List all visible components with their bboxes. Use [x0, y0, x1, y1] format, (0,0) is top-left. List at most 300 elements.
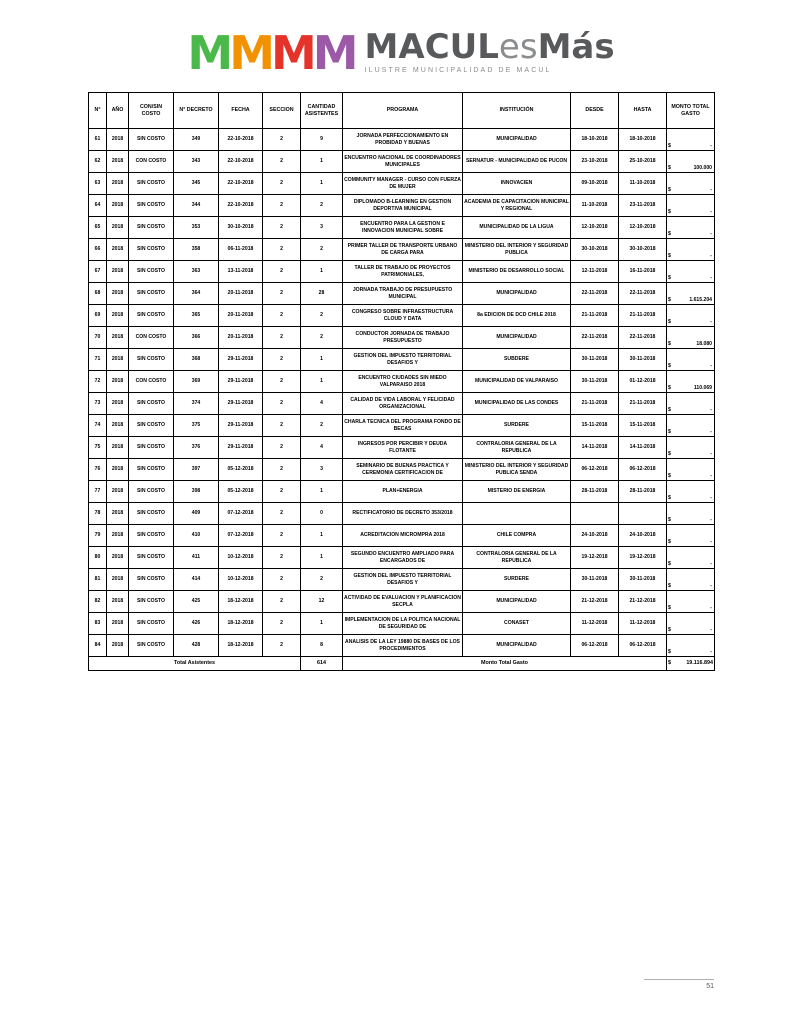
monto-amount: - [710, 560, 712, 567]
cell-anio: 2018 [107, 129, 129, 151]
decretos-table [88, 92, 715, 671]
totals-row [89, 657, 715, 671]
monto-currency-sign: $ [668, 384, 671, 391]
cell-cantidad: 1 [301, 481, 343, 503]
cell-numero: 82 [89, 591, 107, 613]
cell-monto [667, 305, 715, 327]
cell-anio: 2018 [107, 349, 129, 371]
cell-seccion: 2 [263, 195, 301, 217]
table-header [89, 93, 715, 129]
cell-numero: 61 [89, 129, 107, 151]
cell-decreto: 398 [174, 481, 219, 503]
col-header-cantidad: CANTIDAD ASISTENTES [301, 93, 343, 129]
cell-anio: 2018 [107, 173, 129, 195]
cell-fecha: 18-12-2018 [219, 635, 263, 657]
cell-monto [667, 261, 715, 283]
cell-numero: 65 [89, 217, 107, 239]
cell-numero: 77 [89, 481, 107, 503]
cell-decreto: 363 [174, 261, 219, 283]
cell-seccion: 2 [263, 547, 301, 569]
cell-hasta: 30-10-2018 [619, 239, 667, 261]
total-gasto-amount: 19.116.894 [686, 660, 713, 667]
cell-decreto: 374 [174, 393, 219, 415]
cell-fecha: 29-11-2018 [219, 393, 263, 415]
cell-institucion: MUNICIPALIDAD DE LA LIGUA [463, 217, 571, 239]
logo-word-macul: MACUL [364, 27, 499, 67]
cell-costo: SIN COSTO [129, 459, 174, 481]
cell-cantidad: 1 [301, 613, 343, 635]
logo-wordmark-line [364, 27, 615, 67]
cell-institucion: CONTRALORIA GENERAL DE LA REPUBLICA [463, 437, 571, 459]
cell-cantidad: 28 [301, 283, 343, 305]
cell-seccion: 2 [263, 569, 301, 591]
cell-cantidad: 1 [301, 151, 343, 173]
cell-institucion: 8a EDICION DE DCD CHILE 2018 [463, 305, 571, 327]
cell-seccion: 2 [263, 173, 301, 195]
cell-hasta: 06-12-2018 [619, 459, 667, 481]
cell-fecha: 05-12-2018 [219, 459, 263, 481]
cell-cantidad: 2 [301, 195, 343, 217]
monto-amount: - [710, 538, 712, 545]
cell-anio: 2018 [107, 327, 129, 349]
cell-fecha: 18-12-2018 [219, 591, 263, 613]
cell-programa: GESTION DEL IMPUESTO TERRITORIAL DESAFIOS Y [343, 349, 463, 371]
col-header-programa: PROGRAMA [343, 93, 463, 129]
table-row [89, 613, 715, 635]
monto-currency-sign: $ [668, 164, 671, 171]
cell-fecha: 10-12-2018 [219, 547, 263, 569]
col-header-seccion: SECCION [263, 93, 301, 129]
cell-costo: SIN COSTO [129, 173, 174, 195]
macul-logo [187, 26, 615, 80]
table-row [89, 415, 715, 437]
cell-anio: 2018 [107, 613, 129, 635]
cell-fecha: 10-12-2018 [219, 569, 263, 591]
monto-amount: - [710, 472, 712, 479]
cell-institucion: MUNICIPALIDAD DE LAS CONDES [463, 393, 571, 415]
cell-desde: 21-11-2018 [571, 305, 619, 327]
cell-cantidad: 2 [301, 327, 343, 349]
cell-seccion: 2 [263, 481, 301, 503]
cell-programa: ACREDITACION MICROMPRA 2018 [343, 525, 463, 547]
cell-desde: 09-10-2018 [571, 173, 619, 195]
cell-programa: ENCUENTRO PARA LA GESTION E INNOVACION MUNICIPAL SOBRE [343, 217, 463, 239]
cell-fecha: 05-12-2018 [219, 481, 263, 503]
cell-institucion: CHILE COMPRA [463, 525, 571, 547]
cell-desde: 14-11-2018 [571, 437, 619, 459]
cell-monto [667, 613, 715, 635]
cell-fecha: 29-11-2018 [219, 437, 263, 459]
cell-anio: 2018 [107, 635, 129, 657]
monto-currency-sign: $ [668, 516, 671, 523]
cell-decreto: 366 [174, 327, 219, 349]
cell-institucion: MUNICIPALIDAD [463, 129, 571, 151]
cell-anio: 2018 [107, 239, 129, 261]
col-header-numero: N° [89, 93, 107, 129]
cell-decreto: 343 [174, 151, 219, 173]
col-header-monto: MONTO TOTAL GASTO [667, 93, 715, 129]
cell-costo: SIN COSTO [129, 569, 174, 591]
cell-anio: 2018 [107, 415, 129, 437]
page-footer [0, 979, 802, 990]
cell-programa: TALLER DE TRABAJO DE PROYECTOS PATRIMONIALES, [343, 261, 463, 283]
cell-anio: 2018 [107, 437, 129, 459]
cell-programa: IMPLEMENTACION DE LA POLITICA NACIONAL DE SEGURIDAD DE [343, 613, 463, 635]
table-row [89, 437, 715, 459]
cell-costo: SIN COSTO [129, 437, 174, 459]
cell-fecha: 22-10-2018 [219, 195, 263, 217]
cell-numero: 81 [89, 569, 107, 591]
cell-desde: 28-11-2018 [571, 481, 619, 503]
cell-monto [667, 569, 715, 591]
table-row [89, 525, 715, 547]
cell-hasta: 11-12-2018 [619, 613, 667, 635]
monto-amount: 18.080 [696, 340, 712, 347]
cell-cantidad: 1 [301, 371, 343, 393]
monto-currency-sign: $ [668, 318, 671, 325]
table-row [89, 261, 715, 283]
col-header-anio: AÑO [107, 93, 129, 129]
cell-fecha: 20-11-2018 [219, 283, 263, 305]
cell-hasta: 25-10-2018 [619, 151, 667, 173]
cell-costo: SIN COSTO [129, 591, 174, 613]
cell-decreto: 344 [174, 195, 219, 217]
cell-costo: SIN COSTO [129, 503, 174, 525]
cell-cantidad: 2 [301, 415, 343, 437]
cell-seccion: 2 [263, 239, 301, 261]
cell-desde: 22-11-2018 [571, 283, 619, 305]
monto-currency-sign: $ [668, 230, 671, 237]
cell-seccion: 2 [263, 459, 301, 481]
cell-costo: CON COSTO [129, 327, 174, 349]
cell-numero: 80 [89, 547, 107, 569]
cell-programa: CONGRESO SOBRE INFRAESTRUCTURA CLOUD Y DATA [343, 305, 463, 327]
page-header [0, 0, 802, 92]
cell-programa: SEGUNDO ENCUENTRO AMPLIADO PARA ENCARGADOS DE [343, 547, 463, 569]
cell-numero: 64 [89, 195, 107, 217]
cell-costo: SIN COSTO [129, 261, 174, 283]
monto-currency-sign: $ [668, 494, 671, 501]
cell-monto [667, 481, 715, 503]
cell-numero: 75 [89, 437, 107, 459]
cell-costo: SIN COSTO [129, 547, 174, 569]
table-body [89, 129, 715, 657]
cell-hasta: 14-11-2018 [619, 437, 667, 459]
cell-seccion: 2 [263, 635, 301, 657]
monto-amount: 110.069 [693, 384, 712, 391]
cell-desde: 06-12-2018 [571, 459, 619, 481]
cell-institucion: INNOVACIEN [463, 173, 571, 195]
cell-institucion: CONTRALORIA GENERAL DE LA REPUBLICA [463, 547, 571, 569]
cell-monto [667, 635, 715, 657]
cell-monto [667, 371, 715, 393]
cell-desde: 30-11-2018 [571, 371, 619, 393]
cell-hasta: 21-11-2018 [619, 305, 667, 327]
cell-hasta: 21-12-2018 [619, 591, 667, 613]
monto-currency-sign: $ [668, 406, 671, 413]
cell-costo: CON COSTO [129, 151, 174, 173]
cell-seccion: 2 [263, 261, 301, 283]
cell-seccion: 2 [263, 503, 301, 525]
cell-hasta: 06-12-2018 [619, 635, 667, 657]
cell-institucion: MUNICIPALIDAD [463, 591, 571, 613]
cell-anio: 2018 [107, 283, 129, 305]
col-header-decreto: N° DECRETO [174, 93, 219, 129]
cell-desde: 30-11-2018 [571, 569, 619, 591]
cell-anio: 2018 [107, 195, 129, 217]
cell-institucion: MUNICIPALIDAD [463, 283, 571, 305]
table-row [89, 305, 715, 327]
cell-desde: 23-10-2018 [571, 151, 619, 173]
cell-desde: 30-10-2018 [571, 239, 619, 261]
cell-seccion: 2 [263, 217, 301, 239]
table-footer [89, 657, 715, 671]
logo-letter-marks [187, 26, 355, 80]
cell-fecha: 22-10-2018 [219, 173, 263, 195]
cell-institucion: ACADEMIA DE CAPACITACION MUNICIPAL Y REGIONAL [463, 195, 571, 217]
cell-anio: 2018 [107, 261, 129, 283]
cell-institucion [463, 503, 571, 525]
cell-numero: 67 [89, 261, 107, 283]
cell-monto [667, 239, 715, 261]
monto-amount: - [710, 230, 712, 237]
cell-fecha: 29-11-2018 [219, 415, 263, 437]
cell-hasta: 24-10-2018 [619, 525, 667, 547]
cell-cantidad: 2 [301, 305, 343, 327]
cell-fecha: 30-10-2018 [219, 217, 263, 239]
col-header-desde: DESDE [571, 93, 619, 129]
cell-monto [667, 459, 715, 481]
cell-institucion: MUNICIPALIDAD [463, 327, 571, 349]
cell-hasta: 18-10-2018 [619, 129, 667, 151]
cell-seccion: 2 [263, 437, 301, 459]
cell-costo: SIN COSTO [129, 613, 174, 635]
table-row [89, 481, 715, 503]
cell-anio: 2018 [107, 503, 129, 525]
cell-desde: 30-11-2018 [571, 349, 619, 371]
cell-cantidad: 2 [301, 569, 343, 591]
cell-anio: 2018 [107, 151, 129, 173]
cell-institucion: MUNICIPALIDAD [463, 635, 571, 657]
col-header-costo: CON/SIN COSTO [129, 93, 174, 129]
monto-currency-sign: $ [668, 538, 671, 545]
cell-fecha: 22-10-2018 [219, 129, 263, 151]
cell-desde: 12-11-2018 [571, 261, 619, 283]
cell-hasta: 16-11-2018 [619, 261, 667, 283]
cell-monto [667, 503, 715, 525]
cell-cantidad: 8 [301, 635, 343, 657]
cell-programa: CONDUCTOR JORNADA DE TRABAJO PRESUPUESTO [343, 327, 463, 349]
cell-seccion: 2 [263, 283, 301, 305]
cell-hasta: 21-11-2018 [619, 393, 667, 415]
cell-costo: SIN COSTO [129, 283, 174, 305]
cell-monto [667, 415, 715, 437]
cell-desde: 11-10-2018 [571, 195, 619, 217]
logo-m-orange: M [229, 26, 271, 80]
cell-institucion: SERNATUR - MUNICIPALIDAD DE PUCON [463, 151, 571, 173]
cell-fecha: 22-10-2018 [219, 151, 263, 173]
table-row [89, 239, 715, 261]
monto-amount: - [710, 362, 712, 369]
cell-seccion: 2 [263, 415, 301, 437]
cell-anio: 2018 [107, 525, 129, 547]
cell-anio: 2018 [107, 547, 129, 569]
cell-desde: 11-12-2018 [571, 613, 619, 635]
cell-decreto: 345 [174, 173, 219, 195]
cell-cantidad: 1 [301, 349, 343, 371]
cell-numero: 76 [89, 459, 107, 481]
monto-currency-sign: $ [668, 626, 671, 633]
cell-costo: SIN COSTO [129, 239, 174, 261]
monto-currency-sign: $ [668, 604, 671, 611]
cell-decreto: 409 [174, 503, 219, 525]
cell-decreto: 397 [174, 459, 219, 481]
cell-programa: CHARLA TECNICA DEL PROGRAMA FONDO DE BECAS [343, 415, 463, 437]
cell-hasta: 30-11-2018 [619, 569, 667, 591]
cell-numero: 63 [89, 173, 107, 195]
cell-desde: 19-12-2018 [571, 547, 619, 569]
monto-currency-sign: $ [668, 296, 671, 303]
cell-hasta: 30-11-2018 [619, 349, 667, 371]
monto-currency-sign: $ [668, 208, 671, 215]
table-row [89, 151, 715, 173]
logo-subtitle: ILUSTRE MUNICIPALIDAD DE MACUL [364, 67, 552, 74]
cell-monto [667, 393, 715, 415]
logo-m-red: M [270, 26, 313, 80]
table-row [89, 371, 715, 393]
cell-fecha: 13-11-2018 [219, 261, 263, 283]
cell-numero: 62 [89, 151, 107, 173]
cell-numero: 74 [89, 415, 107, 437]
cell-cantidad: 12 [301, 591, 343, 613]
cell-desde: 21-11-2018 [571, 393, 619, 415]
cell-anio: 2018 [107, 569, 129, 591]
cell-monto [667, 195, 715, 217]
cell-decreto: 369 [174, 371, 219, 393]
cell-costo: SIN COSTO [129, 525, 174, 547]
monto-amount: - [710, 648, 712, 655]
cell-monto [667, 129, 715, 151]
col-header-institucion: INSTITUCIÓN [463, 93, 571, 129]
cell-fecha: 06-11-2018 [219, 239, 263, 261]
table-row [89, 393, 715, 415]
cell-programa: SEMINARIO DE BUENAS PRACTICA Y CEREMONIA CERTIFICACION DE [343, 459, 463, 481]
cell-programa: DIPLOMADO B-LEARNING EN GESTION DEPORTIVA MUNICIPAL [343, 195, 463, 217]
cell-numero: 72 [89, 371, 107, 393]
cell-monto [667, 151, 715, 173]
monto-currency-sign: $ [668, 450, 671, 457]
cell-fecha: 18-12-2018 [219, 613, 263, 635]
cell-cantidad: 1 [301, 525, 343, 547]
cell-seccion: 2 [263, 129, 301, 151]
total-asistentes-value: 614 [301, 657, 343, 671]
cell-seccion: 2 [263, 327, 301, 349]
cell-institucion: MINISTERIO DEL INTERIOR Y SEGURIDAD PUBLICA [463, 239, 571, 261]
cell-programa: JORNADA TRABAJO DE PRESUPUESTO MUNICIPAL [343, 283, 463, 305]
cell-monto [667, 591, 715, 613]
cell-cantidad: 1 [301, 261, 343, 283]
logo-m-green: M [187, 26, 230, 80]
cell-decreto: 426 [174, 613, 219, 635]
cell-fecha: 29-11-2018 [219, 371, 263, 393]
cell-hasta: 22-11-2018 [619, 327, 667, 349]
cell-desde: 24-10-2018 [571, 525, 619, 547]
cell-costo: SIN COSTO [129, 129, 174, 151]
cell-hasta: 19-12-2018 [619, 547, 667, 569]
cell-decreto: 353 [174, 217, 219, 239]
cell-programa: JORNADA PERFECCIONAMIENTO EN PROBIDAD Y BUENAS [343, 129, 463, 151]
cell-decreto: 375 [174, 415, 219, 437]
monto-currency-sign: $ [668, 142, 671, 149]
cell-hasta: 15-11-2018 [619, 415, 667, 437]
table-row [89, 503, 715, 525]
table-row [89, 217, 715, 239]
cell-costo: SIN COSTO [129, 415, 174, 437]
monto-amount: - [710, 428, 712, 435]
total-gasto-label: Monto Total Gasto [343, 657, 667, 671]
monto-currency-sign: $ [668, 560, 671, 567]
cell-numero: 68 [89, 283, 107, 305]
monto-amount: - [710, 274, 712, 281]
cell-programa: INGRESOS POR PERCIBIR Y DEUDA FLOTANTE [343, 437, 463, 459]
cell-decreto: 411 [174, 547, 219, 569]
total-asistentes-label: Total Asistentes [89, 657, 301, 671]
cell-desde: 18-10-2018 [571, 129, 619, 151]
table-row [89, 459, 715, 481]
cell-desde: 12-10-2018 [571, 217, 619, 239]
cell-costo: SIN COSTO [129, 305, 174, 327]
cell-seccion: 2 [263, 613, 301, 635]
monto-amount: - [710, 208, 712, 215]
cell-programa: RECTIFICATORIO DE DECRETO 353/2018 [343, 503, 463, 525]
cell-fecha: 20-11-2018 [219, 305, 263, 327]
monto-amount: - [710, 626, 712, 633]
monto-currency-sign: $ [668, 252, 671, 259]
cell-hasta: 11-10-2018 [619, 173, 667, 195]
monto-amount: - [710, 142, 712, 149]
cell-cantidad: 9 [301, 129, 343, 151]
table-row [89, 349, 715, 371]
table-row [89, 195, 715, 217]
cell-programa: ANALISIS DE LA LEY 19880 DE BASES DE LOS PROCEDIMIENTOS [343, 635, 463, 657]
cell-programa: ENCUENTRO CIUDADES SIN MIEDO VALPARAISO 2018 [343, 371, 463, 393]
cell-anio: 2018 [107, 393, 129, 415]
cell-programa: COMMUNITY MANAGER - CURSO CON FUERZA DE MUJER [343, 173, 463, 195]
cell-costo: CON COSTO [129, 371, 174, 393]
cell-monto [667, 217, 715, 239]
cell-desde: 22-11-2018 [571, 327, 619, 349]
table-row [89, 635, 715, 657]
cell-numero: 73 [89, 393, 107, 415]
col-header-fecha: FECHA [219, 93, 263, 129]
cell-institucion: SURDERE [463, 569, 571, 591]
cell-decreto: 376 [174, 437, 219, 459]
monto-amount: 1.615.204 [689, 296, 712, 303]
logo-m-purple: M [312, 26, 355, 80]
cell-numero: 84 [89, 635, 107, 657]
cell-institucion: MUNICIPALIDAD DE VALPARAISO [463, 371, 571, 393]
footer-divider [644, 979, 714, 980]
cell-anio: 2018 [107, 305, 129, 327]
cell-seccion: 2 [263, 305, 301, 327]
monto-currency-sign: $ [668, 472, 671, 479]
cell-anio: 2018 [107, 459, 129, 481]
cell-programa: ENCUENTRO NACIONAL DE COORDINADORES MUNICIPALES [343, 151, 463, 173]
total-gasto-value [667, 657, 715, 671]
cell-costo: SIN COSTO [129, 195, 174, 217]
cell-hasta: 12-10-2018 [619, 217, 667, 239]
cell-institucion: SURDERE [463, 415, 571, 437]
